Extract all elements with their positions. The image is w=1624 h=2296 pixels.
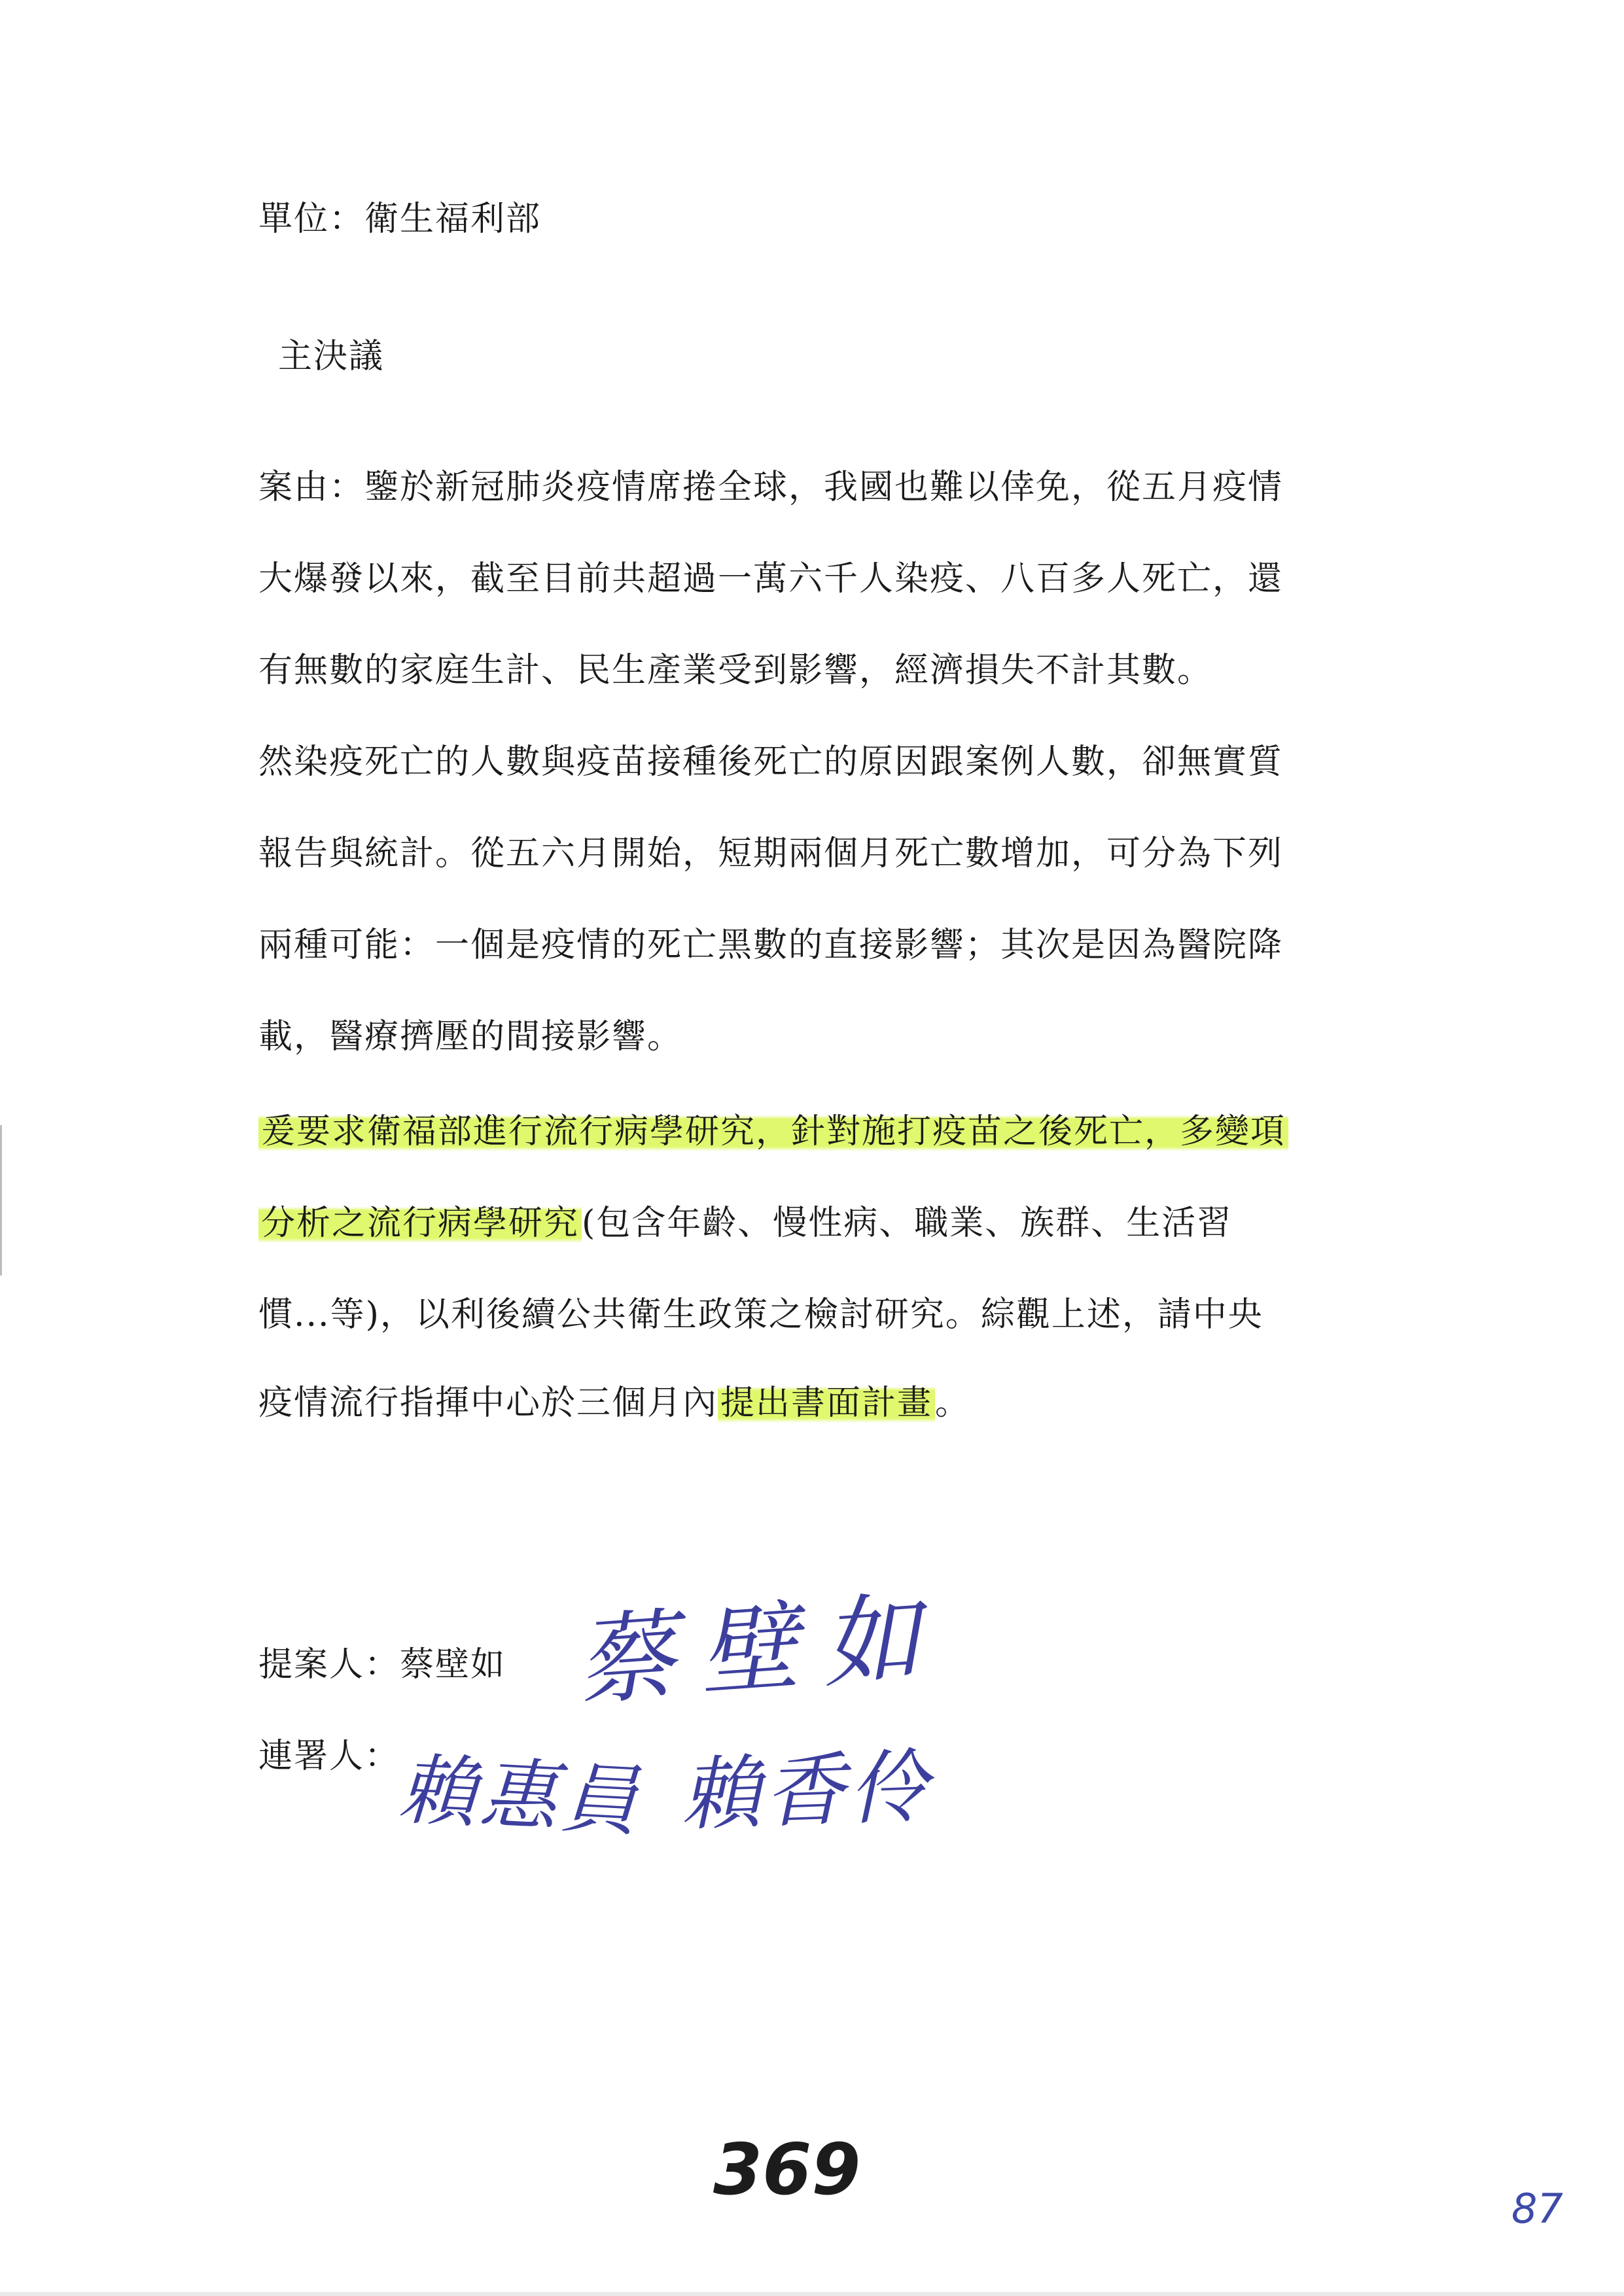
cosigner-signature-1: 賴惠員 (397, 1744, 644, 1847)
scan-edge-line (0, 1125, 2, 1276)
body-line: 兩種可能：一個是疫情的死亡黑數的直接影響；其次是因為醫院降 (258, 926, 1284, 965)
highlighted-text: 爰要求衛福部進行流行病學研究，針對施打疫苗之後死亡，多變項 (258, 1112, 1288, 1151)
cosigner-signature-2: 賴香伶 (679, 1740, 934, 1842)
plain-text: 慣...等)，以利後續公共衛生政策之檢討研究。綜觀上述，請中央 (258, 1295, 1263, 1334)
body-line: 有無數的家庭生計、民生產業受到影響，經濟損失不計其數。 (258, 651, 1213, 690)
body-line: 大爆發以來，截至目前共超過一萬六千人染疫、八百多人死亡，還 (258, 559, 1284, 599)
unit-line: 單位：衛生福利部 (258, 200, 542, 239)
body-line: 案由：鑒於新冠肺炎疫情席捲全球，我國也難以倖免，從五月疫情 (258, 468, 1284, 507)
body-line: 載，醫療擠壓的間接影響。 (258, 1017, 683, 1056)
highlighted-text: 分析之流行病學研究 (258, 1204, 582, 1243)
body-line: 報告與統計。從五六月開始，短期兩個月死亡數增加，可分為下列 (258, 834, 1284, 873)
proposer-signature: 蔡壁如 (573, 1580, 949, 1720)
corner-number: 87 (1511, 2185, 1563, 2233)
body-line: 然染疫死亡的人數與疫苗接種後死亡的原因跟案例人數，卻無實質 (258, 742, 1284, 782)
heading: 主決議 (278, 337, 385, 376)
scan-bottom-edge (0, 2292, 1624, 2296)
body-line (258, 1295, 1263, 1334)
cosigner-label: 連署人： (258, 1737, 400, 1776)
body-line (258, 1383, 970, 1423)
highlighted-text: 提出書面計畫 (718, 1383, 935, 1423)
plain-text: 疫情流行指揮中心於三個月內 (258, 1383, 718, 1423)
plain-text: 。 (935, 1383, 971, 1423)
highlighted-line (258, 1204, 1232, 1243)
highlighted-line (258, 1112, 1288, 1151)
proposer-label: 提案人：蔡壁如 (258, 1645, 506, 1684)
plain-text: (包含年齡、慢性病、職業、族群、生活習 (582, 1204, 1233, 1243)
page-number: 369 (713, 2129, 861, 2211)
